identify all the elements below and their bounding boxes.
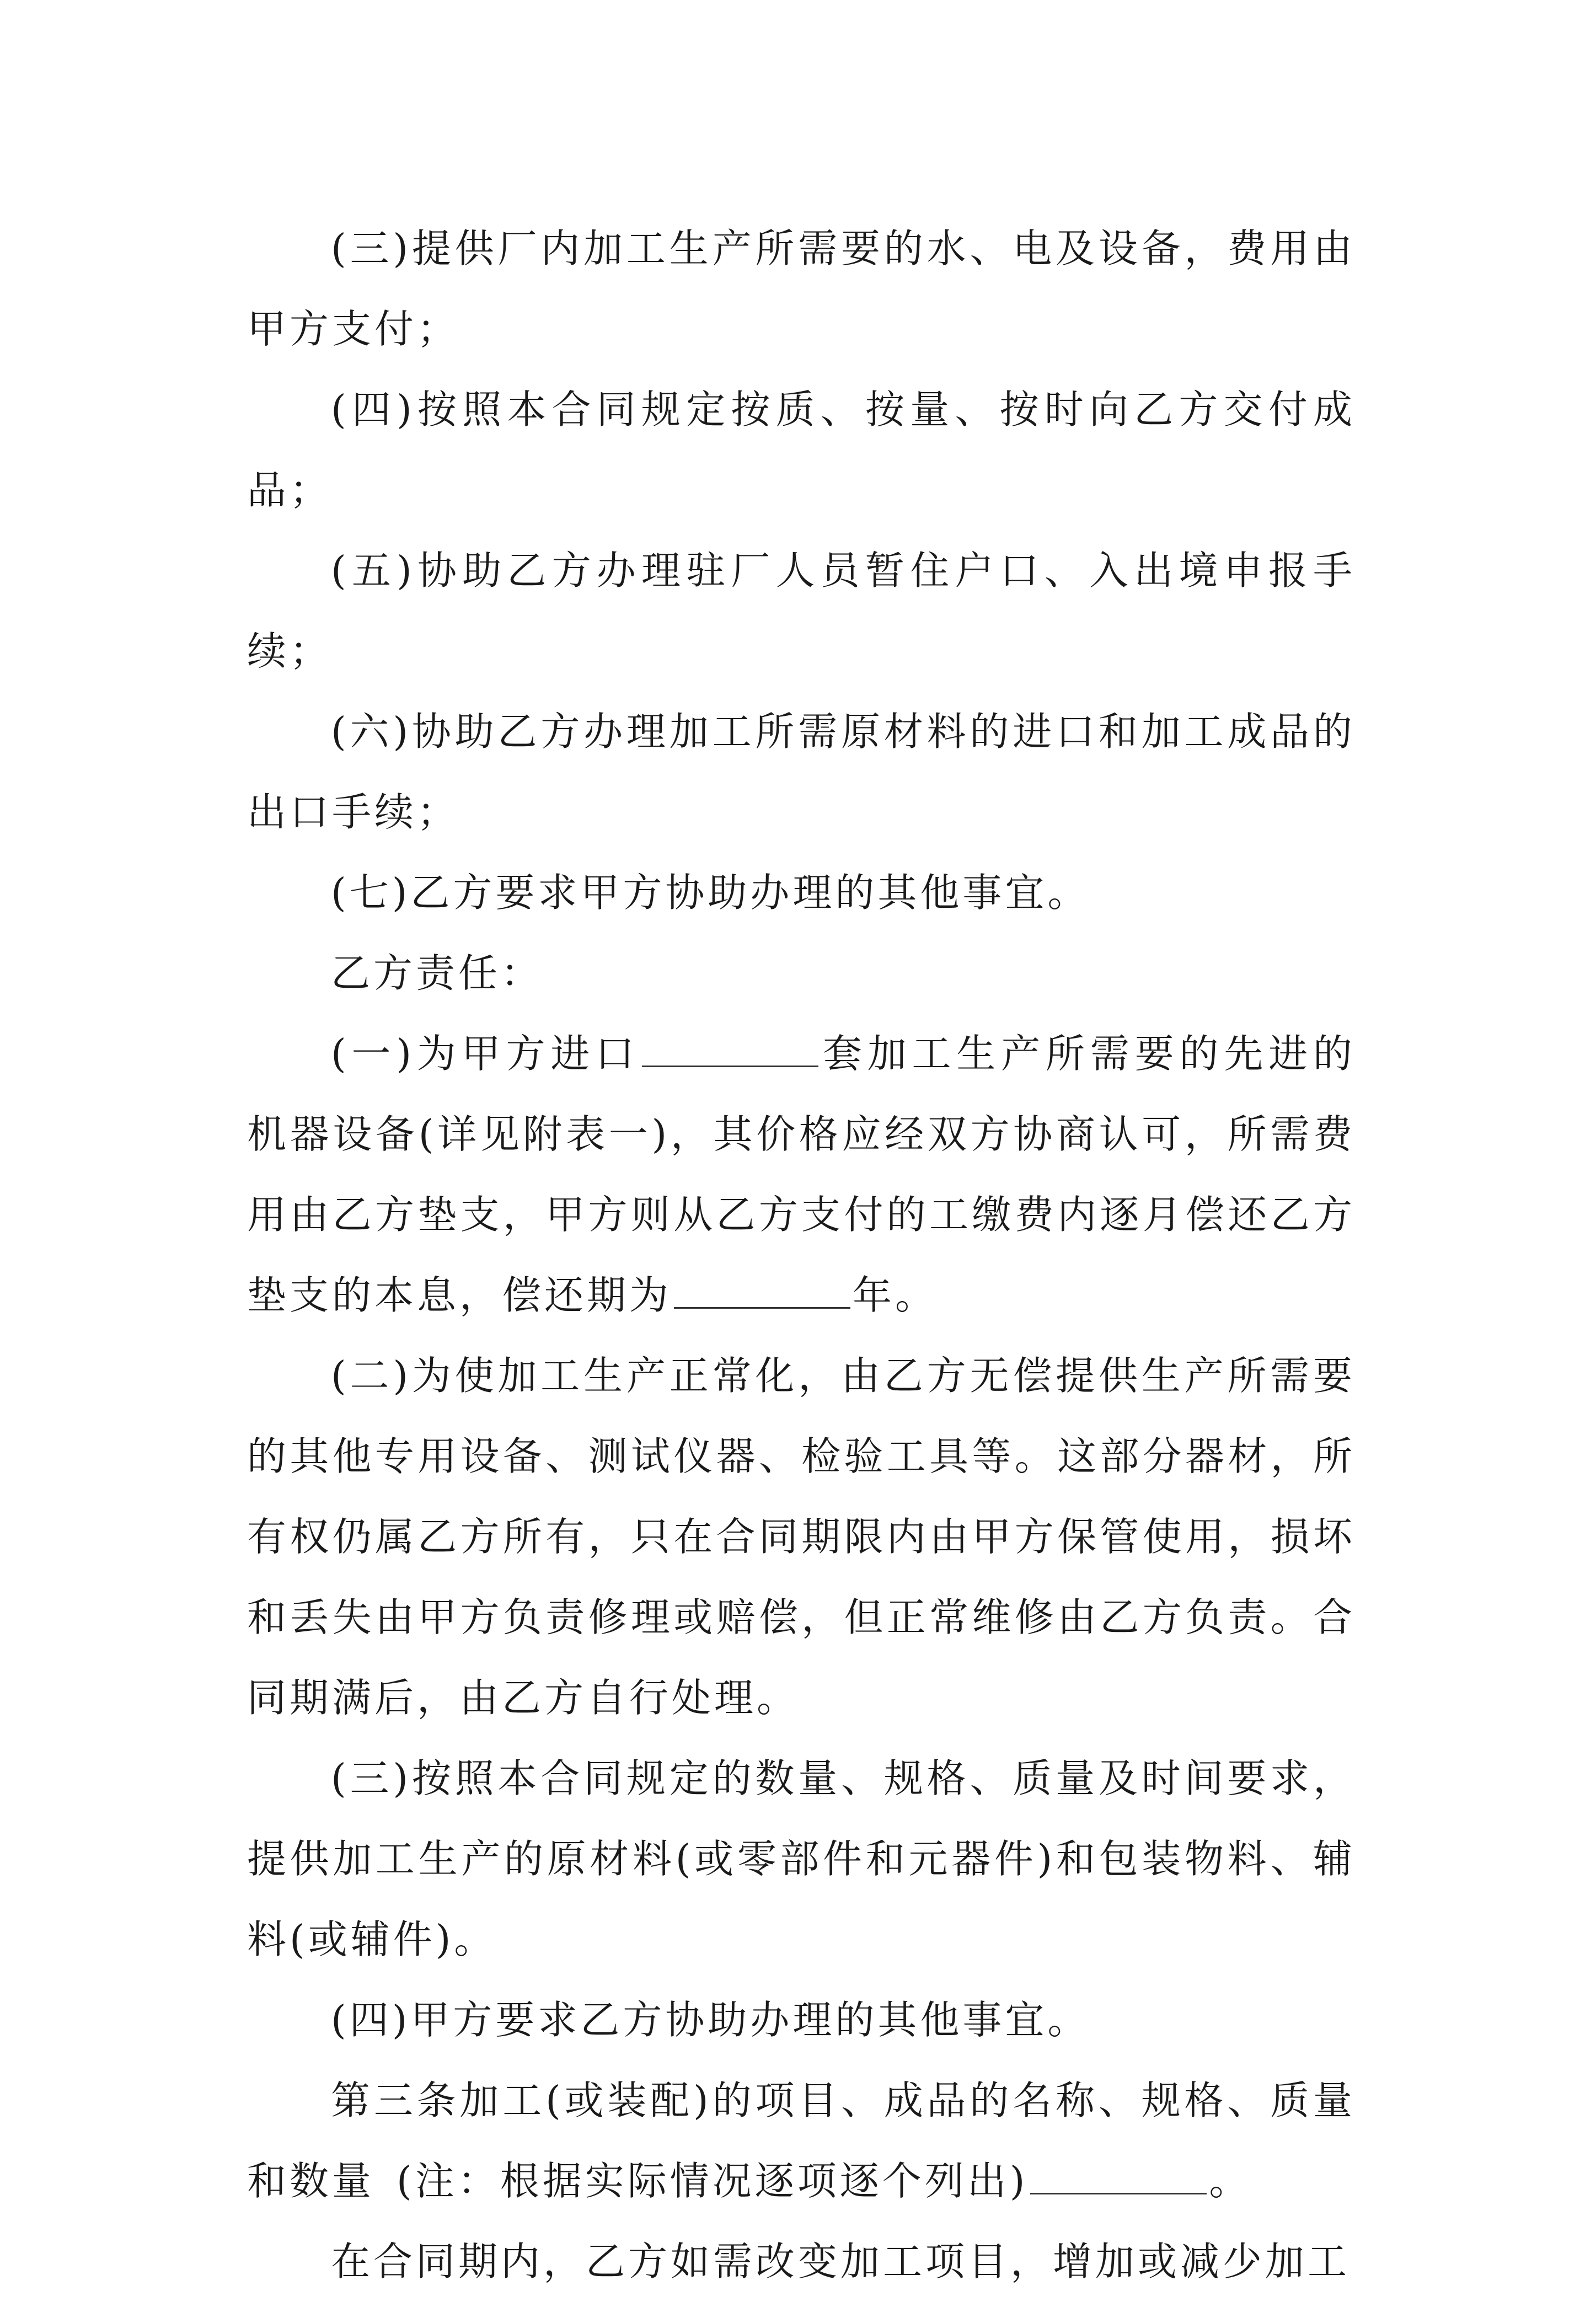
paragraph-jia-6: (六)协助乙方办理加工所需原材料的进口和加工成品的出口手续；: [247, 709, 1356, 835]
paragraph-jia-3: (三)提供厂内加工生产所需要的水、电及设备，费用由甲方支付；: [247, 226, 1356, 352]
paragraph-yi-1: [247, 1014, 1356, 1336]
article-3-title: 第三条加工(或装配)的项目、成品的名称、规格、质量和数量: [247, 2078, 1356, 2204]
article-3-end: 。: [1209, 2158, 1252, 2204]
contract-body: [247, 208, 1356, 2302]
paragraph-jia-5: (五)协助乙方办理驻厂人员暂住户口、入出境申报手续；: [247, 548, 1356, 674]
blank-items-field[interactable]: [1030, 2160, 1207, 2194]
heading-yi-responsibility: 乙方责任：: [331, 950, 544, 996]
paragraph-yi-1-start: (一)为甲方进口: [331, 1031, 640, 1077]
paragraph-change-items: 在合同期内，乙方如需改变加工项目，增加或减少加工: [331, 2239, 1351, 2284]
article-3: [247, 2060, 1356, 2221]
blank-years-field[interactable]: [674, 1274, 850, 1309]
paragraph-jia-7: (七)乙方要求甲方协助办理的其他事宜。: [331, 870, 1090, 916]
paragraph-yi-4: (四)甲方要求乙方协助办理的其他事宜。: [331, 1997, 1090, 2043]
article-3-note: (注：根据实际情况逐项逐个列出): [397, 2158, 1029, 2204]
paragraph-jia-4: (四)按照本合同规定按质、按量、按时向乙方交付成品；: [247, 387, 1356, 513]
paragraph-yi-1-end: 年。: [853, 1272, 938, 1318]
blank-sets-field[interactable]: [642, 1032, 818, 1067]
paragraph-yi-1-middle: 套加工生产所需要的先进的机器设备(详见附表一)，其价格应经双方协商认可，所需费用由乙方垫支，甲方则从乙方支付的工缴费内逐月偿还乙方垫支的本息，偿还期为: [247, 1031, 1356, 1318]
paragraph-yi-2: (二)为使加工生产正常化，由乙方无偿提供生产所需要的其他专用设备、测试仪器、检验工具等。这部分器材，所有权仍属乙方所有，只在合同期限内由甲方保管使用，损坏和丢失由甲方负责修理或赔偿，但正常维修由乙方负责。合同期满后，由乙方自行处理。: [247, 1353, 1356, 1721]
paragraph-yi-3: (三)按照本合同规定的数量、规格、质量及时间要求，提供加工生产的原材料(或零部件和元器件)和包装物料、辅料(或辅件)。: [247, 1755, 1356, 1962]
